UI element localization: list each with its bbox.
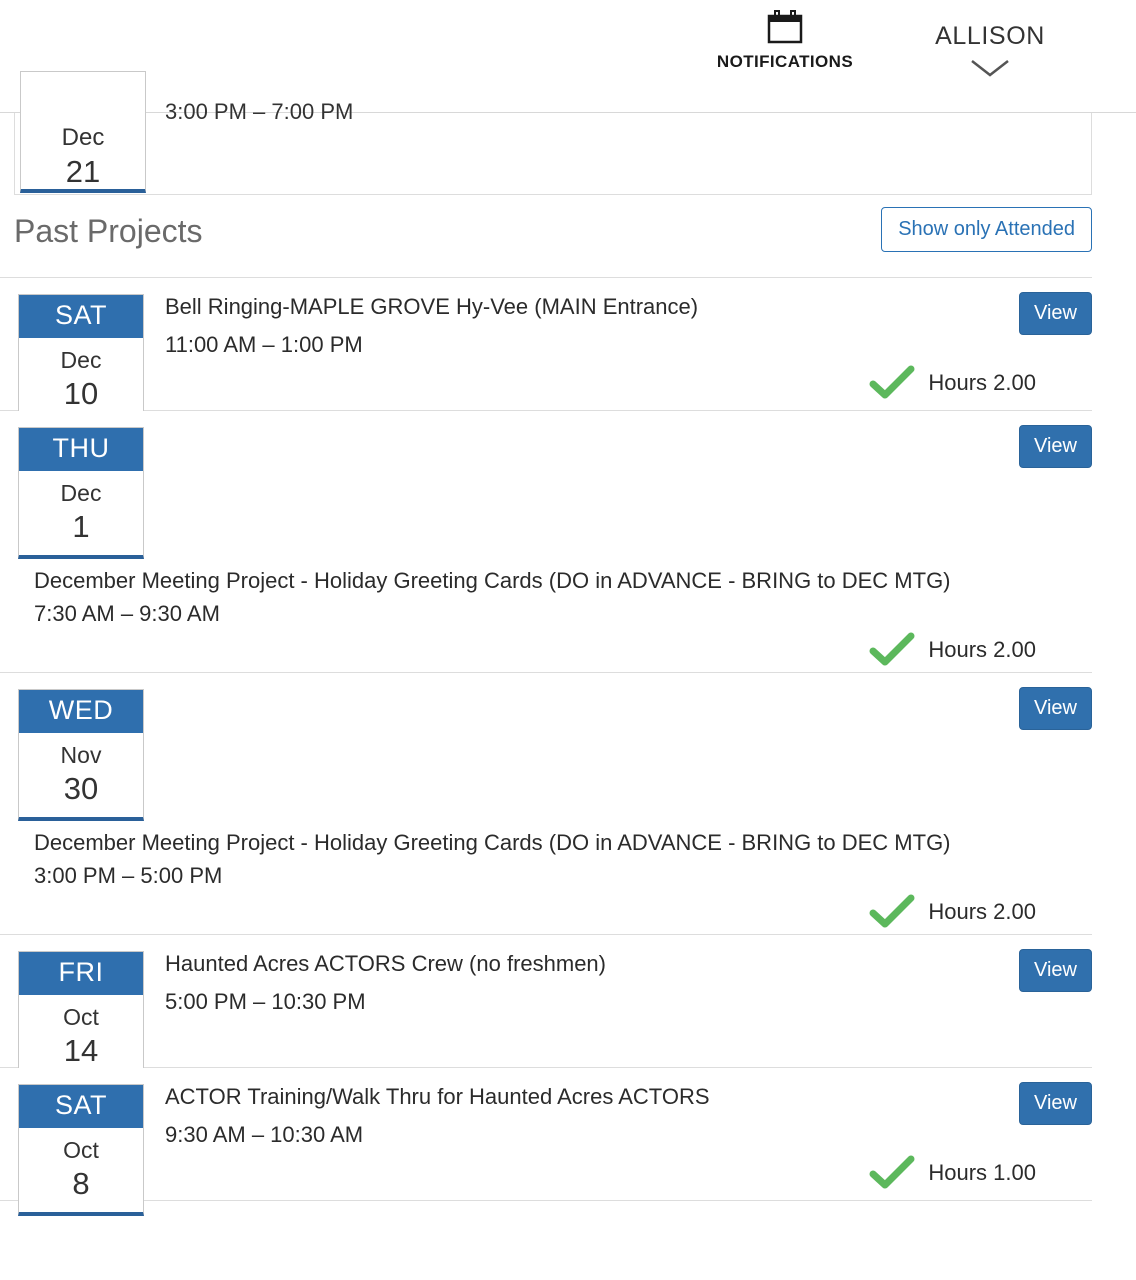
- show-only-attended-button[interactable]: Show only Attended: [881, 207, 1092, 252]
- date-weekday: WED: [19, 690, 143, 733]
- date-day: 14: [63, 1033, 99, 1068]
- date-day: 8: [72, 1166, 90, 1201]
- project-time: 3:00 PM – 5:00 PM: [34, 863, 223, 888]
- view-button[interactable]: View: [1019, 425, 1092, 468]
- view-button[interactable]: View: [1019, 949, 1092, 992]
- table-row[interactable]: [0, 1068, 1092, 1201]
- date-chip: [18, 427, 144, 559]
- date-weekday: THU: [19, 428, 143, 471]
- green-check-icon: [870, 1156, 914, 1190]
- project-title: Haunted Acres ACTORS Crew (no freshmen): [165, 951, 606, 976]
- project-time: 7:30 AM – 9:30 AM: [34, 601, 220, 626]
- hours-value: Hours 2.00: [928, 899, 1036, 924]
- date-month: Dec: [60, 480, 102, 506]
- view-button[interactable]: View: [1019, 687, 1092, 730]
- table-row[interactable]: [0, 673, 1092, 935]
- date-month: Nov: [60, 742, 102, 768]
- project-title: December Meeting Project - Holiday Greeting Cards (DO in ADVANCE - BRING to DEC MTG): [34, 830, 951, 855]
- partial-project-row[interactable]: [14, 99, 1092, 195]
- hours-value: Hours 1.00: [928, 1160, 1036, 1185]
- green-check-icon: [870, 633, 914, 667]
- main-content: [0, 99, 1136, 1201]
- page-title: Past Projects: [14, 213, 203, 249]
- date-weekday: FRI: [19, 952, 143, 995]
- date-month: Oct: [63, 1137, 99, 1163]
- calendar-icon: [767, 10, 803, 44]
- date-day: 30: [63, 771, 99, 806]
- project-time: 9:30 AM – 10:30 AM: [165, 1122, 364, 1147]
- hours-group: [870, 633, 1036, 667]
- past-projects-list: [0, 277, 1092, 1201]
- date-month: Dec: [61, 124, 105, 151]
- table-row[interactable]: [0, 278, 1092, 411]
- date-day: 1: [72, 509, 90, 544]
- notifications-nav-item[interactable]: [700, 10, 870, 72]
- date-chip: [20, 71, 146, 193]
- user-name-label: ALLISON: [935, 22, 1045, 50]
- table-row[interactable]: [0, 935, 1092, 1068]
- date-day: 10: [63, 376, 99, 411]
- green-check-icon: [870, 366, 914, 400]
- chevron-down-icon[interactable]: [968, 57, 1012, 79]
- date-month: Oct: [63, 1004, 99, 1030]
- view-button[interactable]: View: [1019, 292, 1092, 335]
- date-chip: [18, 689, 144, 821]
- hours-value: Hours 2.00: [928, 370, 1036, 395]
- hours-value: Hours 2.00: [928, 637, 1036, 662]
- project-title: ACTOR Training/Walk Thru for Haunted Acres ACTORS: [165, 1084, 710, 1109]
- hours-group: [870, 895, 1036, 929]
- project-time: 5:00 PM – 10:30 PM: [165, 989, 366, 1014]
- project-time: 11:00 AM – 1:00 PM: [165, 332, 363, 357]
- page-header: [0, 0, 1136, 113]
- user-menu[interactable]: [900, 22, 1080, 79]
- project-time: 3:00 PM – 7:00 PM: [165, 99, 354, 124]
- date-month: Dec: [60, 347, 102, 373]
- project-title: December Meeting Project - Holiday Greeting Cards (DO in ADVANCE - BRING to DEC MTG): [34, 568, 951, 593]
- hours-group: [870, 366, 1036, 400]
- view-button[interactable]: View: [1019, 1082, 1092, 1125]
- date-weekday: SAT: [19, 1085, 143, 1128]
- table-row[interactable]: [0, 411, 1092, 673]
- past-projects-header: [14, 205, 1092, 277]
- green-check-icon: [870, 895, 914, 929]
- date-day: 21: [65, 154, 101, 189]
- hours-group: [870, 1156, 1036, 1190]
- date-weekday: SAT: [19, 295, 143, 338]
- project-title: Bell Ringing-MAPLE GROVE Hy-Vee (MAIN Entrance): [165, 294, 699, 319]
- date-chip: [18, 1084, 144, 1216]
- notifications-label: NOTIFICATIONS: [716, 52, 854, 71]
- date-chip: [18, 294, 144, 426]
- date-chip: [18, 951, 144, 1083]
